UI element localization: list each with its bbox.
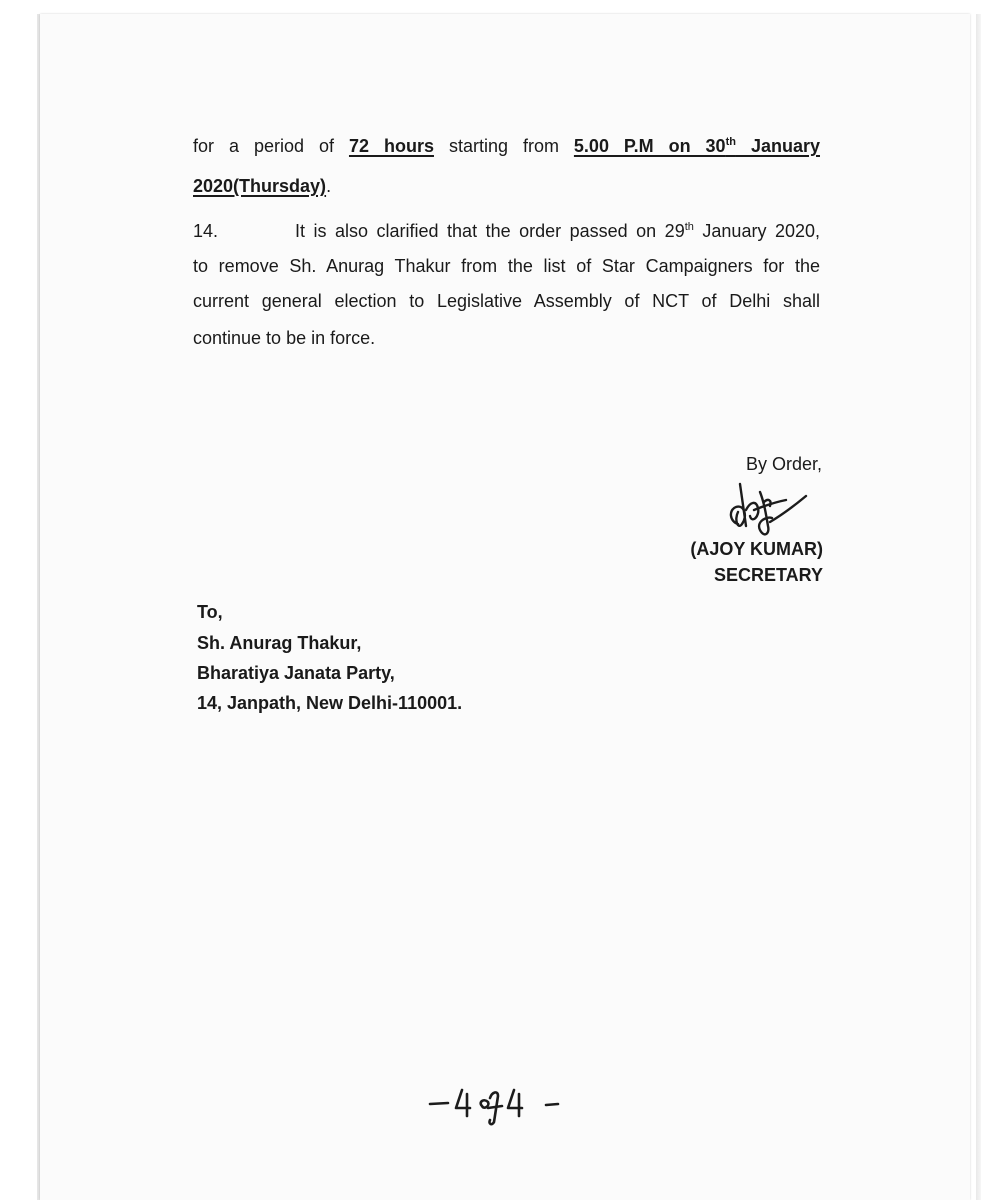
paragraph-14-line-2: to remove Sh. Anurag Thakur from the list of Star Campaigners for the — [193, 256, 820, 276]
page-number-handwriting — [418, 1082, 578, 1126]
addressee-address: 14, Janpath, New Delhi-110001. — [197, 693, 463, 713]
paragraph-13-continuation-line-2: 2020(Thursday). — [193, 176, 332, 196]
addressee-organisation: Bharatiya Janata Party, — [197, 663, 395, 683]
page-right-edge — [976, 14, 981, 1200]
paragraph-number-14: 14. — [193, 221, 219, 241]
paragraph-14-line-4: continue to be in force. — [193, 328, 376, 348]
start-date-highlight: 2020(Thursday) — [193, 176, 327, 196]
addressee-name: Sh. Anurag Thakur, — [197, 633, 362, 653]
start-time-highlight: 5.00 P.M on 30th January — [573, 136, 820, 156]
signatory-title: SECRETARY — [713, 565, 823, 585]
addressee-to-label: To, — [197, 602, 223, 622]
by-order-label: By Order, — [745, 454, 822, 474]
document-page — [40, 14, 970, 1200]
handwritten-page-number — [418, 1082, 578, 1126]
paragraph-13-continuation-line-1: for a period of 72 hours starting from 5.00 P.M on 30th January — [193, 136, 820, 156]
paragraph-14-line-3: current general election to Legislative Assembly of NCT of Delhi shall — [193, 291, 820, 311]
paragraph-14-line-1: It is also clarified that the order passed on 29th January 2020, — [295, 221, 820, 241]
signatory-name: (AJOY KUMAR) — [690, 539, 823, 559]
duration-highlight: 72 hours — [348, 136, 434, 156]
handwritten-signature — [724, 480, 810, 542]
